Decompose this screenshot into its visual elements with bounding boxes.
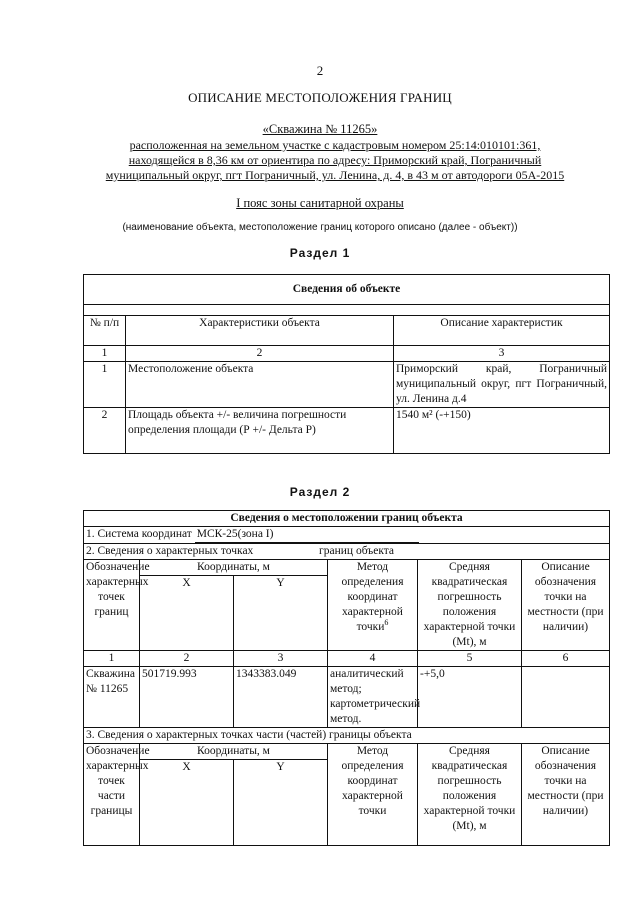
points-label: 2. Сведения о характерных точках	[86, 545, 254, 557]
col-number-4: 4	[328, 651, 418, 667]
col-point-description: Описание обозначения точки на местности (при наличии)	[522, 560, 610, 651]
col-number-6: 6	[522, 651, 610, 667]
col-accuracy-part: Средняя квадратическая погрешность положения характерной точки (Mt), м	[418, 744, 522, 846]
col-coords-part: Координаты, м	[140, 744, 328, 760]
row-characteristic: Площадь объекта +/- величина погрешности определения площади (Р +/- Дельта Р)	[126, 408, 394, 454]
col-x-part: X	[140, 760, 234, 846]
point-method: аналитический метод; картометрический метод.	[328, 667, 418, 728]
point-description	[522, 667, 610, 728]
table-row	[84, 667, 610, 728]
blank-row	[84, 305, 610, 316]
object-name: «Скважина № 11265»	[262, 122, 378, 136]
col-x: X	[140, 576, 234, 651]
col-y-part: Y	[234, 760, 328, 846]
footnote-marker: 6	[384, 618, 389, 628]
col-header-number: № п/п	[84, 316, 126, 346]
coord-system-value: МСК-25(зона I)	[195, 527, 419, 543]
section-1-title: Раздел 1	[289, 246, 351, 260]
points-label-row	[84, 544, 610, 560]
object-info-table	[83, 274, 610, 454]
col-number-2: 2	[126, 346, 394, 362]
points-label-tail: границ объекта	[319, 545, 395, 557]
row-characteristic: Местоположение объекта	[126, 362, 394, 408]
zone-line: I пояс зоны санитарной охраны	[236, 196, 404, 210]
object-info-table-title: Сведения об объекте	[84, 275, 610, 305]
page-number: 2	[316, 63, 324, 78]
col-method-part: Метод определения координат характерной точки	[328, 744, 418, 846]
col-header-characteristic: Характеристики объекта	[126, 316, 394, 346]
parts-label-row: 3. Сведения о характерных точках части (частей) границы объекта	[84, 728, 610, 744]
location-line-2: находящейся в 8,36 км от ориентира по адресу: Приморский край, Пограничный	[128, 153, 542, 167]
location-line-3: муниципальный округ, пгт Пограничный, ул. Ленина, д. 4, в 43 м от автодороги 05А-2015	[105, 168, 565, 182]
col-method-text: Метод определения координат характерной точки	[341, 561, 404, 633]
col-point-description-part: Описание обозначения точки на местности (при наличии)	[522, 744, 610, 846]
point-y: 1343383.049	[234, 667, 328, 728]
col-number-1: 1	[84, 346, 126, 362]
table-row	[84, 408, 610, 454]
coord-system-label: 1. Система координат	[86, 528, 192, 540]
col-method	[328, 560, 418, 651]
col-number-2: 2	[140, 651, 234, 667]
col-number-1: 1	[84, 651, 140, 667]
col-header-description: Описание характеристик	[394, 316, 610, 346]
row-number: 2	[84, 408, 126, 454]
col-number-3: 3	[394, 346, 610, 362]
section-2-title: Раздел 2	[289, 485, 351, 499]
boundary-table	[83, 510, 610, 846]
boundary-table-title: Сведения о местоположении границ объекта	[84, 511, 610, 527]
point-accuracy: -+5,0	[418, 667, 522, 728]
coord-system-row	[84, 527, 610, 544]
table-row	[84, 362, 610, 408]
row-number: 1	[84, 362, 126, 408]
row-description: Приморский край, Пограничный муниципальный округ, пгт Пограничный, ул. Ленина д.4	[394, 362, 610, 408]
col-accuracy: Средняя квадратическая погрешность положения характерной точки (Mt), м	[418, 560, 522, 651]
col-number-5: 5	[418, 651, 522, 667]
row-description: 1540 м² (-+150)	[394, 408, 610, 454]
point-designation: Скважина № 11265	[84, 667, 140, 728]
col-y: Y	[234, 576, 328, 651]
point-x: 501719.993	[140, 667, 234, 728]
col-designation: Обозначение характерных точек границ	[84, 560, 140, 651]
col-designation-part: Обозначение характерных точек части границы	[84, 744, 140, 846]
location-line-1: расположенная на земельном участке с кадастровым номером 25:14:010101:361,	[129, 138, 541, 152]
col-coords: Координаты, м	[140, 560, 328, 576]
document-title: ОПИСАНИЕ МЕСТОПОЛОЖЕНИЯ ГРАНИЦ	[188, 90, 452, 105]
naming-note: (наименование объекта, местоположение границ которого описано (далее - объект))	[122, 222, 518, 233]
col-number-3: 3	[234, 651, 328, 667]
